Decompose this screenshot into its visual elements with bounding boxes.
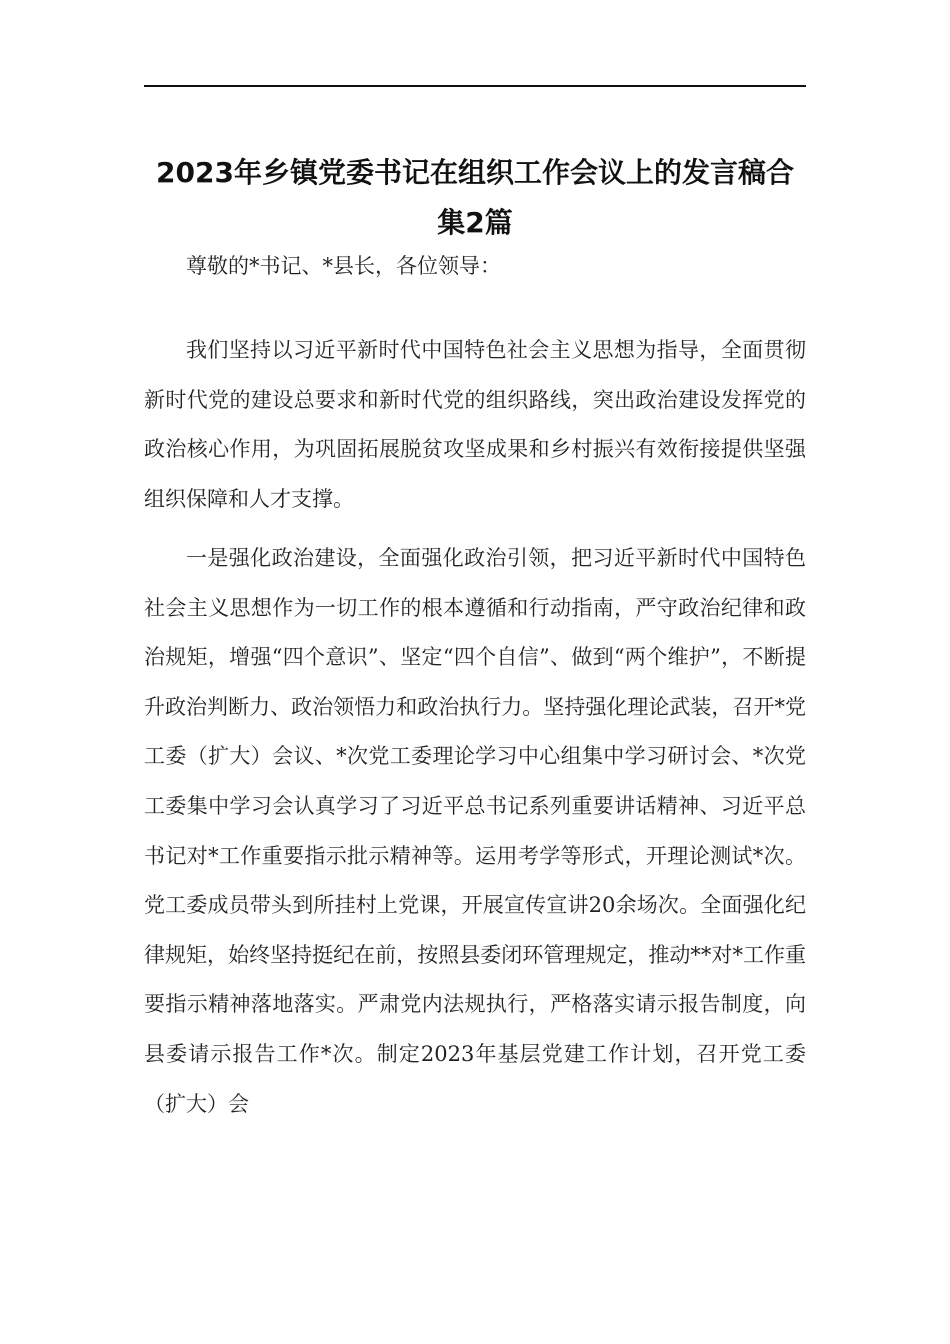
paragraph-intro: 我们坚持以习近平新时代中国特色社会主义思想为指导，全面贯彻新时代党的建设总要求和新时代党的组织路线，突出政治建设发挥党的政治核心作用，为巩固拓展脱贫攻坚成果和乡村振兴有效衔接提供坚强组织保障和人才支撑。 [144,338,806,511]
document-title: 2023年乡镇党委书记在组织工作会议上的发言稿合集2篇 [156,156,794,239]
salutation: 尊敬的*书记、*县长，各位领导： [186,254,501,278]
paragraph-political-building: 一是强化政治建设，全面强化政治引领，把习近平新时代中国特色社会主义思想作为一切工作的根本遵循和行动指南，严守政治纪律和政治规矩，增强“四个意识”、坚定“四个自信”、做到“两个维护”，不断提升政治判断力、政治领悟力和政治执行力。坚持强化理论武装，召开*党工委（扩大）会议、*次党工委理论学习中心组集中学习研讨会、*次党工委集中学习会认真学习了习近平总书记系列重要讲话精神、习近平总书记对*工作重要指示批示精神等。运用考学等形式，开理论测试*次。党工委成员带头到所挂村上党课，开展宣传宣讲20余场次。全面强化纪律规矩，始终坚持挺纪在前，按照县委闭环管理规定，推动**对*工作重要指示精神落地落实。严肃党内法规执行，严格落实请示报告制度，向县委请示报告工作*次。制定2023年基层党建工作计划，召开党工委（扩大）会 [144,546,806,1116]
header-rule [144,85,806,87]
